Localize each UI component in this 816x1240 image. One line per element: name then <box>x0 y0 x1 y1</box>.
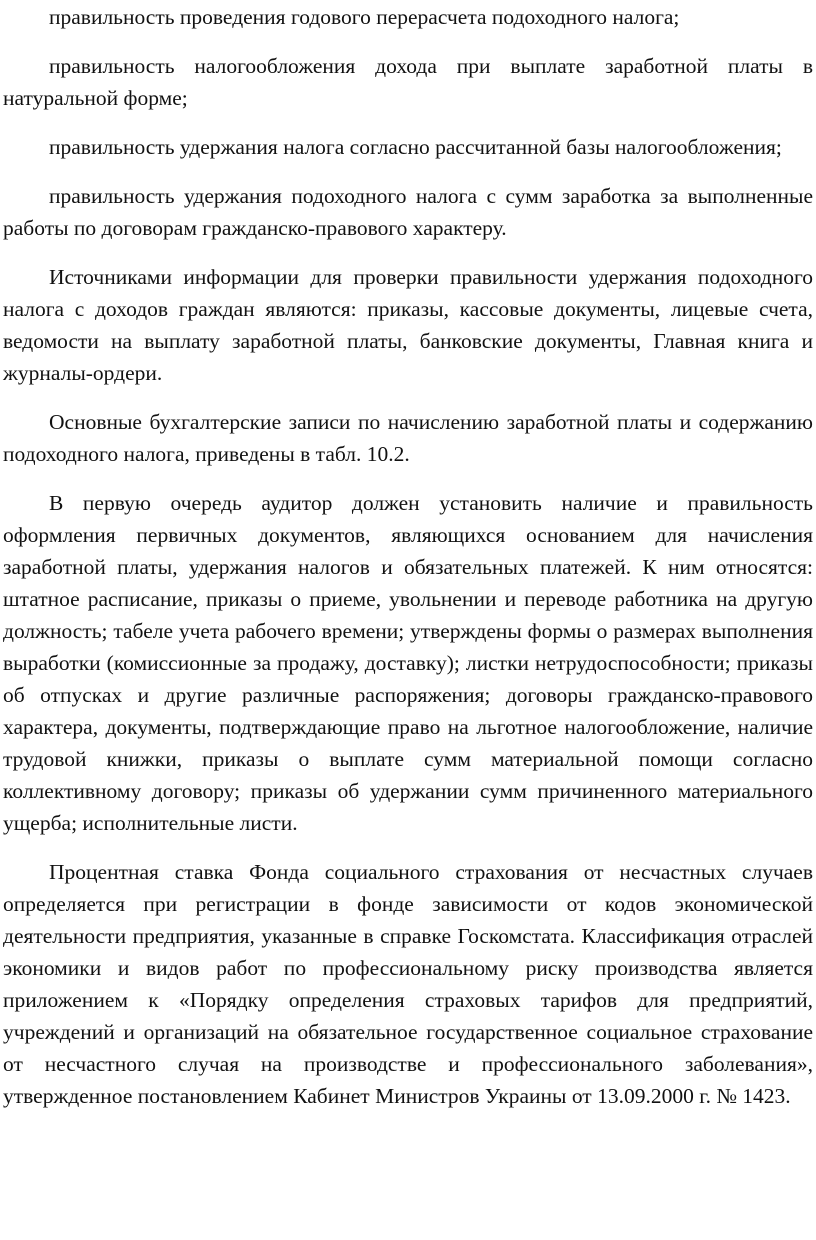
paragraph-2: правильность налогообложения дохода при выплате заработной платы в натуральной форме; <box>3 54 813 110</box>
paragraph-3: правильность удержания налога согласно рассчитанной базы налогообложения; <box>49 135 782 159</box>
paragraph-8: Процентная ставка Фонда социального страхования от несчастных случаев определяется при регистрации в фонде зависимости от кодов экономической деятельности предприятия, указанные в справке Госкомстата. Классификация отраслей экономики и видов работ по профессиональному риску производства является приложением к «Порядку определения страховых тарифов для предприятий, учреждений и организаций на обязательное государственное социальное страхование от несчастного случая на производстве и профессионального заболевания», утвержденное постановлением Кабинет Министров Украины от 13.09.2000 г. № 1423. <box>3 860 813 1108</box>
paragraph-7: В первую очередь аудитор должен установить наличие и правильность оформления первичных документов, являющихся основанием для начисления заработной платы, удержания налогов и обязательных платежей. К ним относятся: штатное расписание, приказы о приеме, увольнении и переводе работника на другую должность; табеле учета рабочего времени; утверждены формы о размерах выполнения выработки (комиссионные за продажу, доставку); листки нетрудоспособности; приказы об отпусках и другие различные распоряжения; договоры гражданско-правового характера, документы, подтверждающие право на льготное налогообложение, наличие трудовой книжки, приказы о выплате сумм материальной помощи согласно коллективному договору; приказы об удержании сумм причиненного материального ущерба; исполнительные листи. <box>3 491 813 835</box>
paragraph-1: правильность проведения годового перерасчета подоходного налога; <box>49 5 680 29</box>
paragraph-6: Основные бухгалтерские записи по начислению заработной платы и содержанию подоходного налога, приведены в табл. 10.2. <box>3 410 813 466</box>
paragraph-4: правильность удержания подоходного налога с сумм заработка за выполненные работы по договорам гражданско-правового характеру. <box>3 184 813 240</box>
paragraph-5: Источниками информации для проверки правильности удержания подоходного налога с доходов граждан являются: приказы, кассовые документы, лицевые счета, ведомости на выплату заработной платы, банковские документы, Главная книга и журналы-ордери. <box>3 265 813 385</box>
